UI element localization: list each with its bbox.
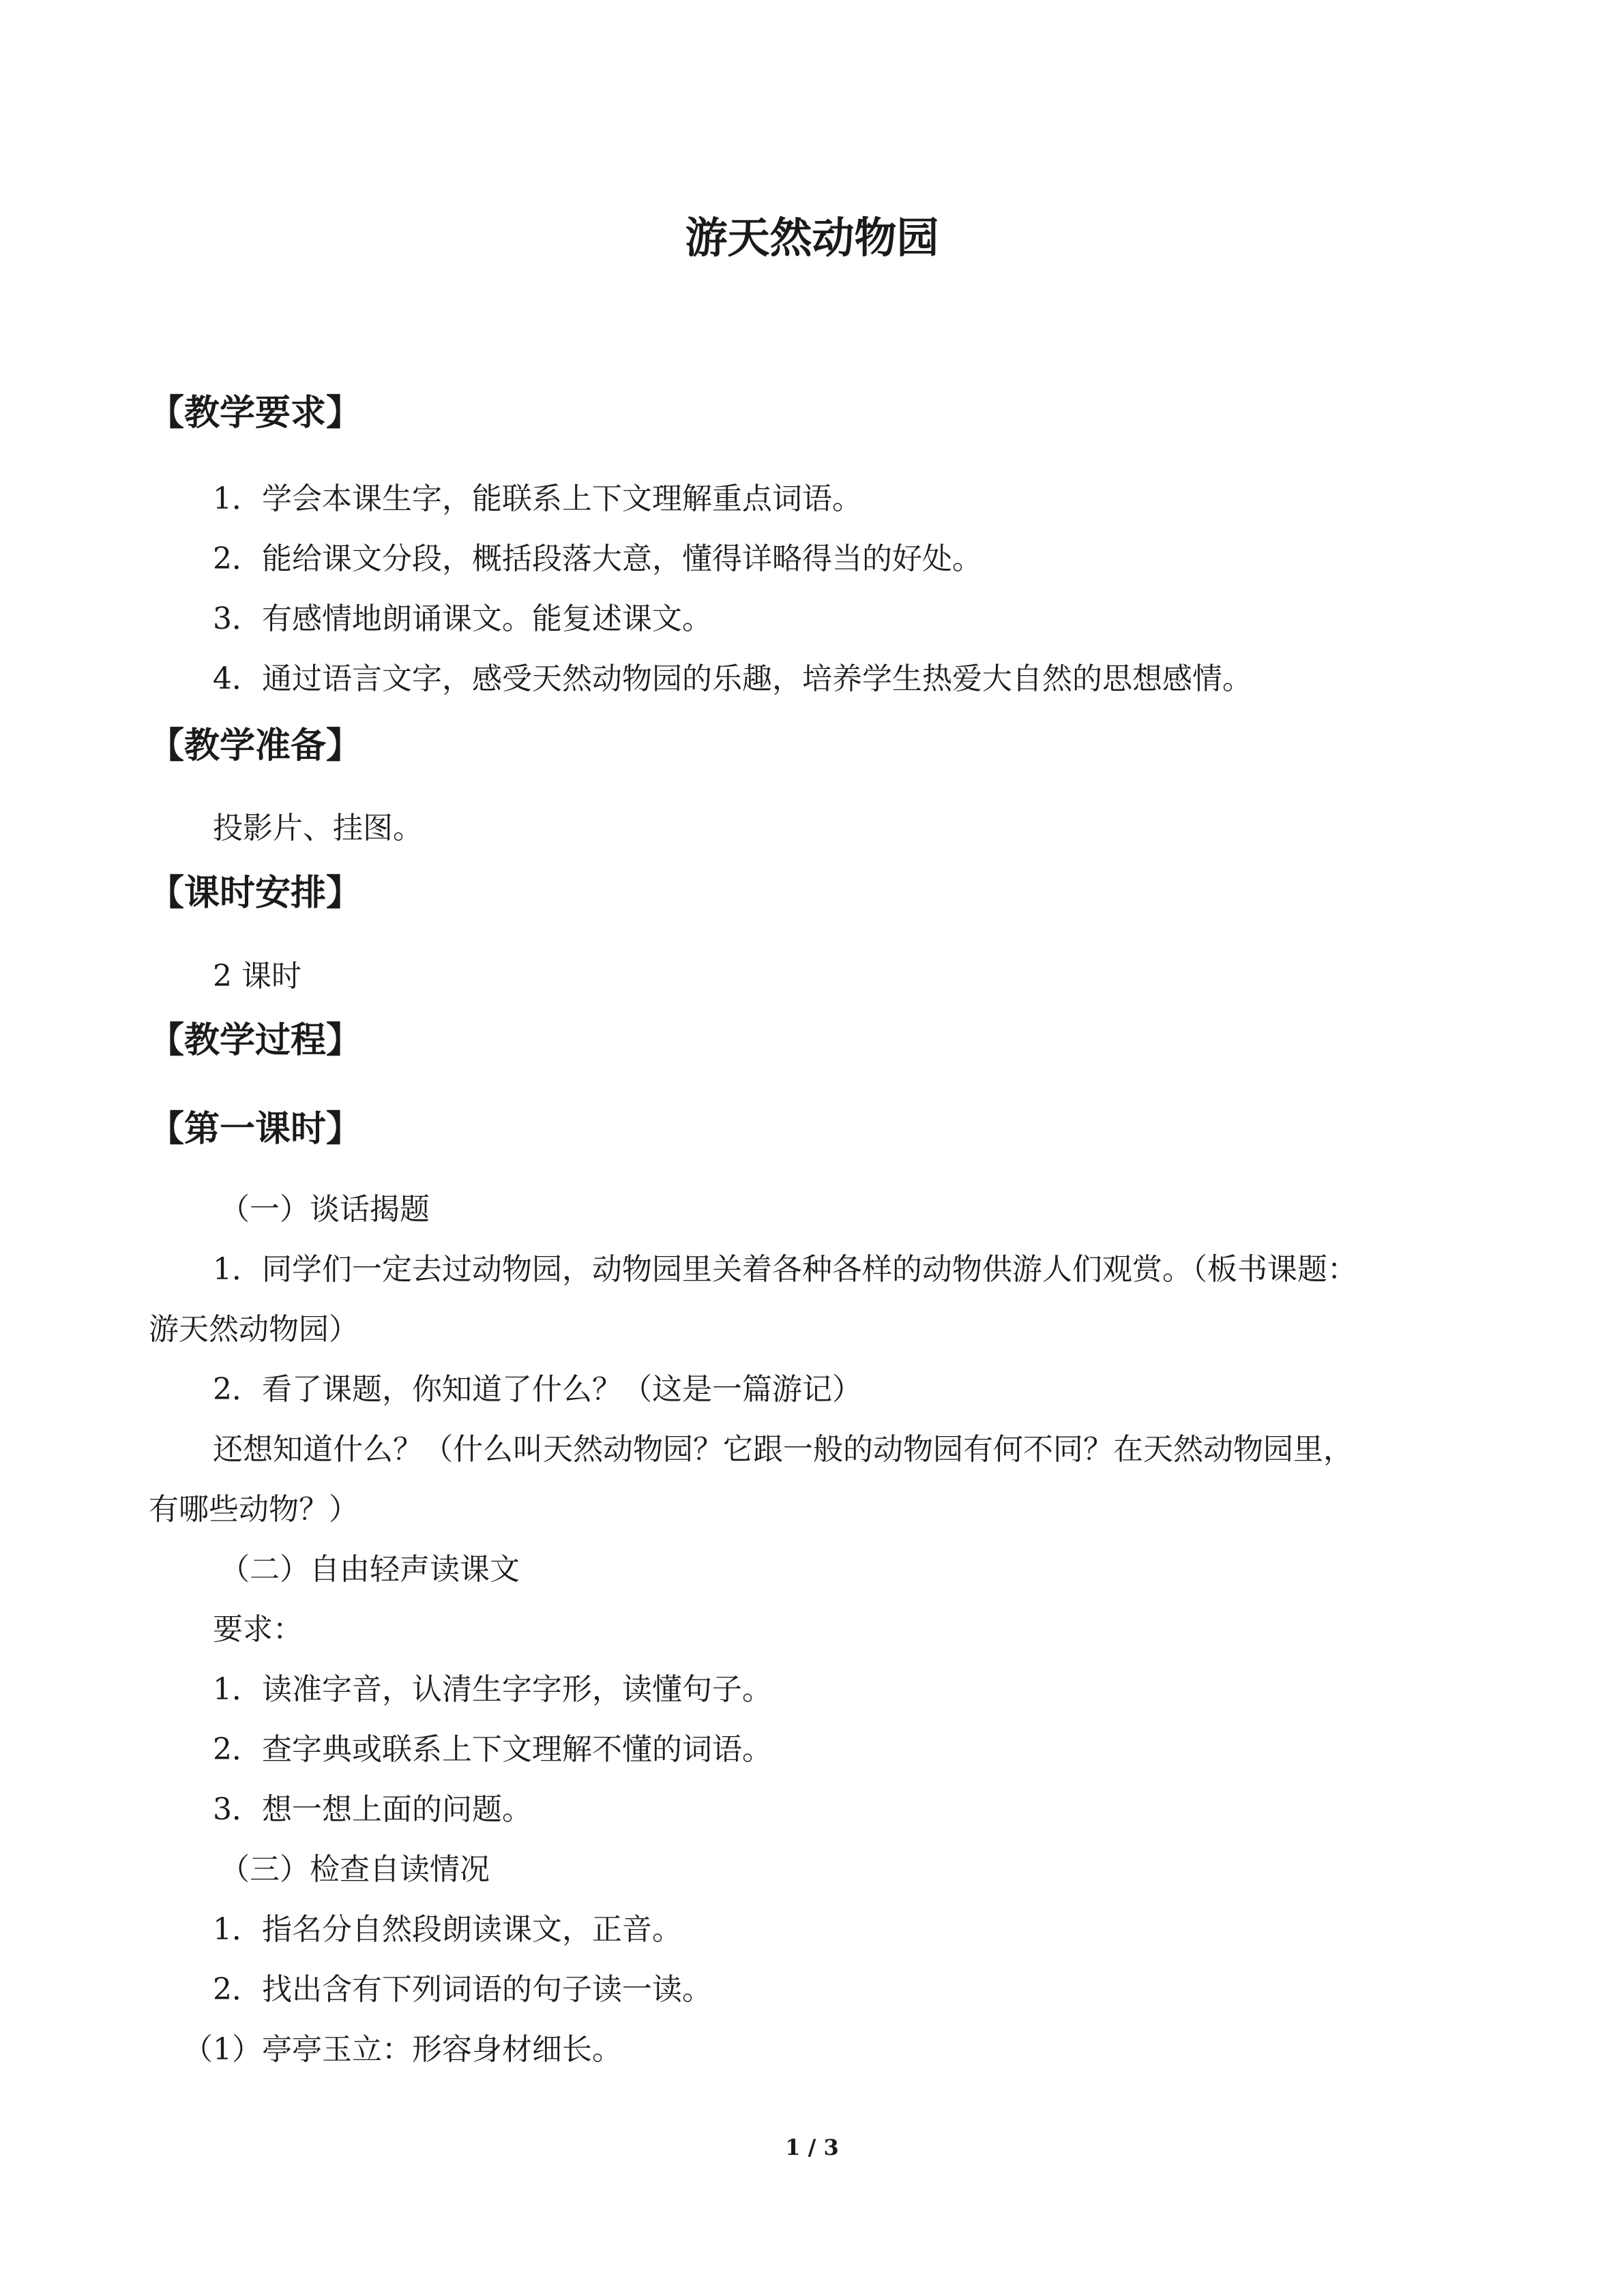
- document-title: 游天然动物园: [685, 213, 939, 263]
- paragraph-1-line-2: 游天然动物园）: [149, 1312, 359, 1347]
- section-heading-preparation: 【教学准备】: [149, 726, 362, 766]
- schedule-text: 2 课时: [213, 959, 301, 994]
- requirement-item-3: 3．有感情地朗诵课文。能复述课文。: [213, 601, 712, 636]
- requirement-item-4: 4．通过语言文字，感受天然动物园的乐趣，培养学生热爱大自然的思想感情。: [213, 661, 1252, 696]
- reading-requirement-3: 3．想一想上面的问题。: [213, 1792, 532, 1827]
- paragraph-3-line-1: 还想知道什么？（什么叫天然动物园？它跟一般的动物园有何不同？在天然动物园里，: [213, 1432, 1353, 1467]
- section-heading-requirements: 【教学要求】: [149, 393, 362, 434]
- reading-requirement-1: 1．读准字音，认清生字字形，读懂句子。: [213, 1672, 772, 1707]
- part1-title: （一）谈话揭题: [220, 1192, 430, 1227]
- preparation-text: 投影片、挂图。: [213, 811, 423, 846]
- paragraph-2: 2．看了课题，你知道了什么？（这是一篇游记）: [213, 1372, 862, 1407]
- reading-requirement-2: 2．查字典或联系上下文理解不懂的词语。: [213, 1732, 772, 1767]
- paragraph-3-line-2: 有哪些动物？）: [149, 1492, 359, 1527]
- page-indicator: 1 / 3: [785, 2134, 839, 2160]
- section-heading-lesson1: 【第一课时】: [149, 1109, 362, 1150]
- check-item-1: 1．指名分自然段朗读课文，正音。: [213, 1912, 682, 1947]
- paragraph-1-line-1: 1．同学们一定去过动物园，动物园里关着各种各样的动物供游人们观赏。（板书课题：: [213, 1252, 1357, 1287]
- vocabulary-item-1: （1）亭亭玉立：形容身材细长。: [183, 2032, 622, 2067]
- requirements-label: 要求：: [213, 1612, 303, 1647]
- section-heading-process: 【教学过程】: [149, 1020, 362, 1061]
- part2-title: （二）自由轻声读课文: [220, 1552, 520, 1587]
- part3-title: （三）检查自读情况: [220, 1852, 490, 1887]
- check-item-2: 2．找出含有下列词语的句子读一读。: [213, 1972, 712, 2007]
- section-heading-schedule: 【课时安排】: [149, 873, 362, 914]
- requirement-item-1: 1．学会本课生字，能联系上下文理解重点词语。: [213, 481, 862, 516]
- requirement-item-2: 2．能给课文分段，概括段落大意，懂得详略得当的好处。: [213, 541, 982, 576]
